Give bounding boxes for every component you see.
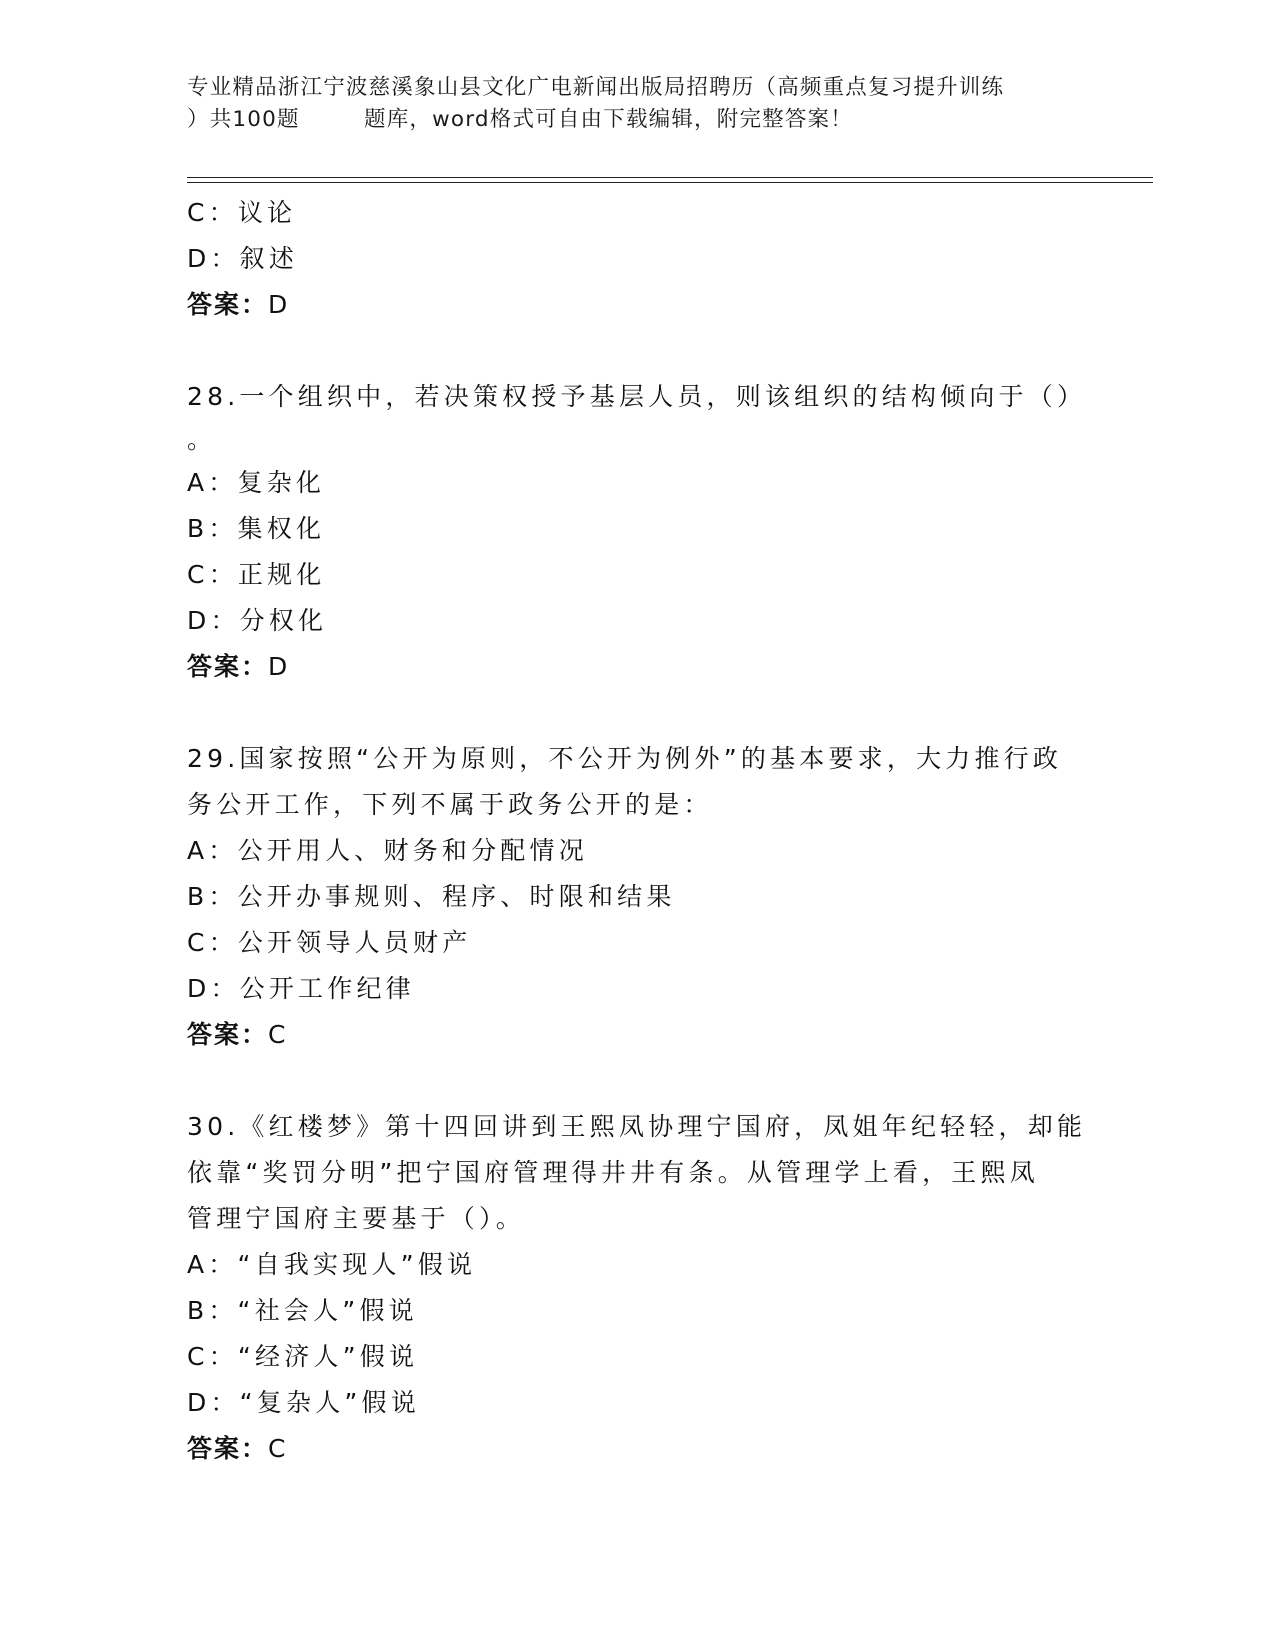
question-29 — [187, 736, 1087, 1058]
question-30 — [187, 1104, 1087, 1472]
answer-label: 答案： — [187, 1434, 269, 1463]
header-divider-top — [187, 177, 1153, 178]
question-27-tail — [187, 190, 1087, 328]
option-d: D：公开工作纪律 — [187, 974, 415, 1003]
question-28 — [187, 374, 1087, 690]
question-29-text-line-2: 务公开工作，下列不属于政务公开的是： — [187, 790, 713, 819]
answer-label: 答案： — [187, 652, 269, 681]
option-c: C：正规化 — [187, 560, 326, 589]
option-d: D：“复杂人”假说 — [187, 1388, 420, 1417]
answer-line — [187, 1426, 1087, 1472]
option-a: A：复杂化 — [187, 468, 326, 497]
question-30-text-line-3: 管理宁国府主要基于（）。 — [187, 1204, 525, 1233]
answer-value: D — [268, 652, 290, 681]
answer-line — [187, 1012, 1087, 1058]
option-b: B：“社会人”假说 — [187, 1296, 418, 1325]
header-divider-bottom — [187, 182, 1153, 183]
answer-line — [187, 644, 1087, 690]
document-body — [187, 190, 1087, 1472]
option-c: C：公开领导人员财产 — [187, 928, 472, 957]
question-30-text-line-1: 30.《红楼梦》第十四回讲到王熙凤协理宁国府，凤姐年纪轻轻，却能 — [187, 1112, 1087, 1141]
option-c: C：“经济人”假说 — [187, 1342, 419, 1371]
answer-value: C — [268, 1020, 288, 1049]
option-d: D：分权化 — [187, 606, 328, 635]
answer-label: 答案： — [187, 290, 269, 319]
question-29-text-line-1: 29.国家按照“公开为原则，不公开为例外”的基本要求，大力推行政 — [187, 744, 1063, 773]
option-a: A：“自我实现人”假说 — [187, 1250, 477, 1279]
question-28-text-line-1: 28.一个组织中，若决策权授予基层人员，则该组织的结构倾向于（） — [187, 382, 1087, 411]
answer-line — [187, 282, 1087, 328]
option-d: D：叙述 — [187, 244, 299, 273]
header-title-line-2: ）共100题 题库，word格式可自由下载编辑，附完整答案！ — [187, 107, 853, 132]
option-a: A：公开用人、财务和分配情况 — [187, 836, 588, 865]
document-header — [187, 72, 1087, 136]
question-30-text-line-2: 依靠“奖罚分明”把宁国府管理得井井有条。从管理学上看，王熙凤 — [187, 1158, 1039, 1187]
option-b: B：集权化 — [187, 514, 326, 543]
question-28-text-line-2: 。 — [187, 425, 217, 454]
answer-label: 答案： — [187, 1020, 269, 1049]
answer-value: C — [268, 1434, 288, 1463]
option-c: C：议论 — [187, 198, 297, 227]
answer-value: D — [268, 290, 290, 319]
header-title-line-1: 专业精品浙江宁波慈溪象山县文化广电新闻出版局招聘历（高频重点复习提升训练 — [187, 75, 1005, 100]
option-b: B：公开办事规则、程序、时限和结果 — [187, 882, 676, 911]
